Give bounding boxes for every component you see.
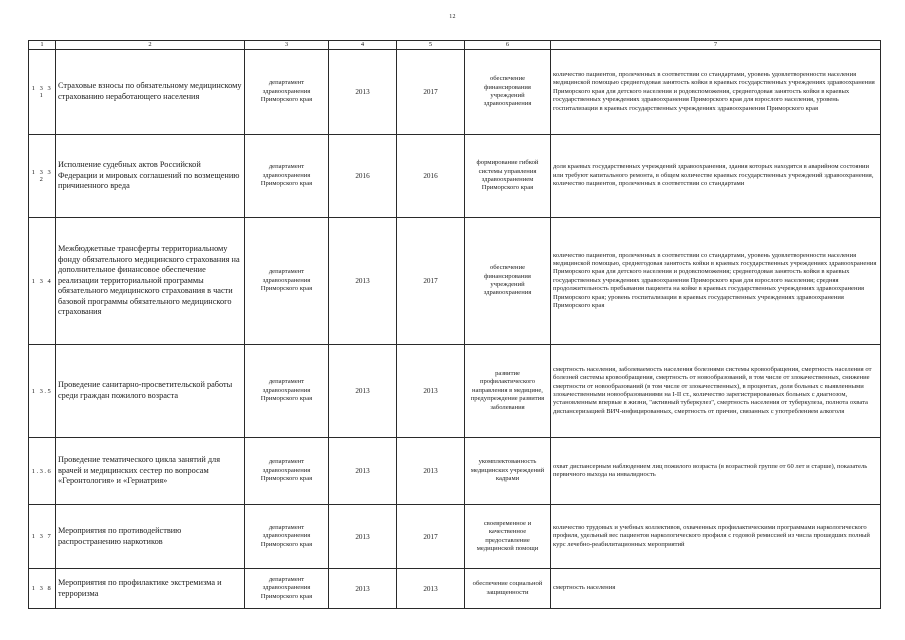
start-year: 2013 [329,218,397,345]
header-col-7: 7 [551,41,881,50]
row-number: 1 3 7 [29,505,56,569]
header-col-5: 5 [397,41,465,50]
expected-result: обеспечение финансирования учреждений здравоохранения [465,50,551,135]
header-row [29,41,881,50]
activity-name: Межбюджетные трансферты территориальному фонду обязательного медицинского страхования на дополнительное финансовое обеспечение реализации территориальной программы обязательного медицинского страхования в части базовой программы обязательного медицинского страхования [56,218,245,345]
table-row [29,569,881,609]
page-number: 12 [449,14,456,20]
row-number: 1 3 8 [29,569,56,609]
indicators: смертность населения, заболеваемость населения болезнями системы кровообращения, смертность населения от болезней системы кровообращения, смертность от новообразований, в том числе от злокачественных, снижение смертности от новообразований (в том числе от злокачественных), в процентах, доля больных с выявленными злокачественными новообразованиями на I-II ст., количество зарегистрированных больных с диагнозом, установленным впервые в жизни, "активный туберкулез", смертность населения от туберкулеза, полнота охвата диспансеризацией ВИЧ-инфицированных, смертность от причин, связанных с употреблением алкоголя [551,345,881,438]
table-row [29,438,881,505]
indicators: доля краевых государственных учреждений здравоохранения, здания которых находятся в аварийном состоянии или требуют капитального ремонта, в общем количестве краевых государственных учреждений здравоохранения, количество пациентов, пролеченных в соответствии со стандартами [551,135,881,218]
executor: департамент здравоохранения Приморского края [245,569,329,609]
program-activities-table [28,40,881,609]
table-row [29,345,881,438]
activity-name: Страховые взносы по обязательному медицинскому страхованию неработающего населения [56,50,245,135]
indicators: количество трудовых и учебных коллективов, охваченных профилактическими программами наркологического профиля, удельный вес пациентов наркологического профиля с годовой ремиссией из числа прошедших полный курс лечебно-реабилитационных мероприятий [551,505,881,569]
start-year: 2013 [329,438,397,505]
activity-name: Проведение санитарно-просветительской работы среди граждан пожилого возраста [56,345,245,438]
table-row [29,505,881,569]
executor: департамент здравоохранения Приморского края [245,345,329,438]
executor: департамент здравоохранения Приморского края [245,505,329,569]
activity-name: Проведение тематического цикла занятий для врачей и медицинских сестер по вопросам «Геронтология» и «Гериатрия» [56,438,245,505]
executor: департамент здравоохранения Приморского края [245,218,329,345]
end-year: 2016 [397,135,465,218]
start-year: 2013 [329,345,397,438]
indicators: смертность населения [551,569,881,609]
activity-name: Мероприятия по профилактике экстремизма и терроризма [56,569,245,609]
start-year: 2013 [329,505,397,569]
executor: департамент здравоохранения Приморского края [245,135,329,218]
indicators: количество пациентов, пролеченных в соответствии со стандартами, уровень удовлетворенности населения медицинской помощью среднегодовая занятость койки в краевых государственных учреждениях здравоохранения Приморского края для детского населения и родовспоможения, среднегодовая занятость койки в краевых государственных учреждениях здравоохранения Приморского края для взрослого населения, уровень госпитализации в краевых государственных учреждениях здравоохранения Приморского края [551,50,881,135]
start-year: 2016 [329,135,397,218]
start-year: 2013 [329,50,397,135]
end-year: 2017 [397,505,465,569]
activity-name: Мероприятия по противодействию распространению наркотиков [56,505,245,569]
header-col-1: 1 [29,41,56,50]
expected-result: обеспечение финансирования учреждений здравоохранения [465,218,551,345]
header-col-4: 4 [329,41,397,50]
row-number: 1 3.5 [29,345,56,438]
row-number: 1 3 4 [29,218,56,345]
row-number: 1 3 3 1 [29,50,56,135]
table-row [29,218,881,345]
expected-result: своевременное и качественное предоставление медицинской помощи [465,505,551,569]
end-year: 2017 [397,50,465,135]
header-col-3: 3 [245,41,329,50]
header-col-6: 6 [465,41,551,50]
indicators: количество пациентов, пролеченных в соответствии со стандартами, уровень удовлетворенности населения медицинской помощью, среднегодовая занятость койки в краевых государственных учреждениях здравоохранения Приморского края для детского населения и родовспоможения; среднегодовая занятость койки в краевых государственных учреждениях здравоохранения Приморского края для взрослого населения; средняя продолжительность пребывания пациента на койке в краевых государственных учреждениях здравоохранения Приморского края; уровень госпитализации в краевых государственных учреждениях здравоохранения Приморского края [551,218,881,345]
table-row [29,50,881,135]
expected-result: обеспечение социальной защищенности [465,569,551,609]
indicators: охват диспансерным наблюдением лиц пожилого возраста (в возрастной группе от 60 лет и старше), показатель первичного выхода на инвалидность [551,438,881,505]
expected-result: укомплектованность медицинских учреждений кадрами [465,438,551,505]
table-row [29,135,881,218]
activity-name: Исполнение судебных актов Российской Федерации и мировых соглашений по возмещению причиненного вреда [56,135,245,218]
executor: департамент здравоохранения Приморского края [245,438,329,505]
end-year: 2013 [397,569,465,609]
expected-result: формирование гибкой системы управления здравоохранением Приморского края [465,135,551,218]
end-year: 2017 [397,218,465,345]
expected-result: развитие профилактического направления в медицине, предупреждение развития заболевания [465,345,551,438]
end-year: 2013 [397,438,465,505]
row-number: 1 3 3 2 [29,135,56,218]
row-number: 1.3.6 [29,438,56,505]
end-year: 2013 [397,345,465,438]
header-col-2: 2 [56,41,245,50]
executor: департамент здравоохранения Приморского края [245,50,329,135]
start-year: 2013 [329,569,397,609]
